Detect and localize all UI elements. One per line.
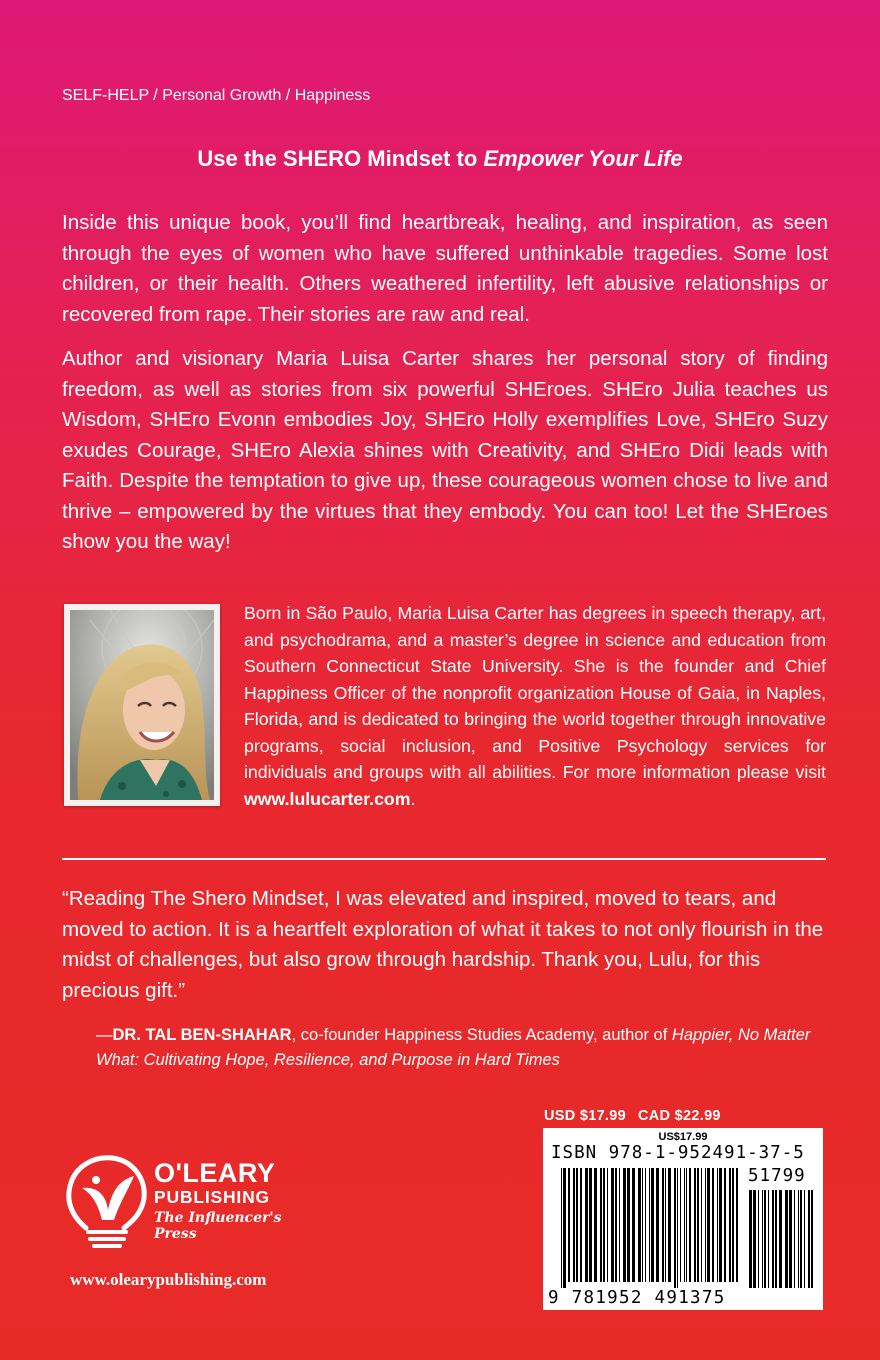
- price-cad: CAD $22.99: [638, 1108, 721, 1124]
- publisher-logo: [62, 1150, 302, 1260]
- barcode-bar: [684, 1168, 685, 1282]
- barcode-bar: [753, 1190, 756, 1288]
- barcode-bar: [662, 1168, 664, 1282]
- barcode-bar: [701, 1168, 702, 1282]
- headline: [0, 146, 880, 172]
- barcode-bar: [677, 1168, 678, 1288]
- barcode-bar: [789, 1190, 792, 1288]
- barcode-bar: [674, 1168, 676, 1288]
- headline-plain: Use the SHERO Mindset to: [197, 146, 484, 171]
- attribution-role: , co-founder Happiness Studies Academy, author of: [291, 1026, 672, 1044]
- publisher-website[interactable]: www.olearypublishing.com: [70, 1270, 267, 1289]
- category-label: SELF-HELP / Personal Growth / Happiness: [62, 87, 371, 104]
- barcode-bar: [615, 1168, 617, 1282]
- headline-italic: Empower Your Life: [483, 146, 683, 171]
- attribution-dash: —: [96, 1026, 113, 1044]
- barcode-bar: [749, 1190, 752, 1288]
- barcode-bar: [768, 1190, 769, 1288]
- publisher-name: O'LEARY: [154, 1158, 276, 1188]
- author-bio-text: Born in São Paulo, Maria Luisa Carter has degrees in speech therapy, art, and psychodrama, and a master’s degree in science and education from Southern Connecticut State University. She is the founder and Chief Happiness Officer of the nonprofit organization House of Gaia, in Naples, Florida, and is dedicated to bringing the world together through innovative programs, social inclusion, and Positive Psychology services for individuals and groups with all abilities. For more information please visit: [244, 603, 826, 782]
- lightbulb-leaf-icon: [62, 1150, 152, 1250]
- author-bio-end: .: [410, 788, 416, 809]
- barcode-bar: [732, 1168, 734, 1282]
- barcode-bar: [758, 1190, 759, 1288]
- barcode-bar: [651, 1168, 654, 1282]
- barcode-bar: [668, 1168, 671, 1282]
- author-website-link[interactable]: www.lulucarter.com: [244, 788, 411, 809]
- barcode-price: US$17.99: [658, 1131, 708, 1143]
- barcode-bar: [798, 1190, 799, 1288]
- barcode-bar: [686, 1168, 687, 1282]
- barcode-bar: [603, 1168, 605, 1282]
- publisher-tagline: The Influencer's Press: [154, 1210, 282, 1242]
- barcode-addon-digits: 51799: [748, 1166, 806, 1186]
- section-divider: [62, 858, 826, 860]
- testimonial-attribution: [96, 1023, 836, 1073]
- barcode-bar: [705, 1168, 706, 1282]
- testimonial-quote: “Reading The Shero Mindset, I was elevated and inspired, moved to tears, and moved to action. It is a heartfelt exploration of what it takes to not only flourish in the midst of challenges, but also grow through hardship. Thank you, Lulu, for this precious gift.”: [62, 887, 824, 1002]
- barcode-bar: [811, 1190, 813, 1288]
- barcode-ean-digits: 9 781952 491375: [548, 1288, 726, 1308]
- barcode-bar: [627, 1168, 630, 1282]
- barcode-bar: [762, 1190, 763, 1288]
- barcode-bar: [638, 1168, 641, 1282]
- barcode-bar: [561, 1168, 562, 1288]
- barcode-bar: [785, 1190, 788, 1288]
- barcode-bar: [563, 1168, 566, 1288]
- barcode-isbn: ISBN 978-1-952491-37-5: [551, 1143, 805, 1163]
- attribution-book-title: Happier, No Matter What: Cultivating Hope, Resilience, and Purpose in Hard Times: [96, 1026, 811, 1069]
- barcode-bar: [585, 1168, 588, 1282]
- barcode-bar: [712, 1168, 714, 1282]
- barcode-bar: [794, 1190, 795, 1288]
- barcode-bar: [656, 1168, 659, 1282]
- barcode-bar: [589, 1168, 592, 1282]
- barcode-bar: [632, 1168, 635, 1282]
- barcode-bar: [619, 1168, 620, 1282]
- barcode-bar: [717, 1168, 718, 1282]
- barcode-bar: [689, 1168, 691, 1282]
- barcode-bar: [764, 1190, 766, 1288]
- author-photo-frame: [64, 604, 220, 806]
- barcode-bar: [800, 1190, 802, 1288]
- barcode-bar: [645, 1168, 646, 1282]
- barcode-bar: [607, 1168, 608, 1282]
- barcode-bar: [611, 1168, 614, 1282]
- barcode-bar: [724, 1168, 726, 1282]
- description-paragraph-1: Inside this unique book, you’ll find heartbreak, healing, and inspiration, as seen through the eyes of women who have suffered unthinkable tragedies. Some lost children, or their health. Others weathered infertility, left abusive relationships or recovered from rape. Their stories are raw and real.: [62, 211, 828, 326]
- barcode-bar: [573, 1168, 575, 1282]
- barcode-bar: [697, 1168, 699, 1282]
- barcode-bar: [772, 1190, 774, 1288]
- barcode-bar: [665, 1168, 666, 1282]
- description-paragraph-2: Author and visionary Maria Luisa Carter shares her personal story of finding freedom, as well as stories from six powerful SHEroes. SHEro Julia teaches us Wisdom, SHEro Evonn embodies Joy, SHEro Holly exemplifies Love, SHEro Suzy exudes Courage, SHEro Alexia shines with Creativity, and SHEro Didi leads with Faith. Despite the temptation to give up, these courageous women chose to live and thrive – empowered by the virtues that they embody. You can too! Let the SHEroes show you the way!: [62, 347, 828, 553]
- barcode-bar: [729, 1168, 731, 1282]
- barcode-bar: [736, 1168, 738, 1282]
- barcode-bar: [808, 1190, 810, 1288]
- barcode-bar: [680, 1168, 681, 1282]
- price-line: [544, 1108, 733, 1124]
- barcode-bar: [719, 1168, 722, 1282]
- barcode-bar: [804, 1190, 805, 1288]
- price-usd: USD $17.99: [544, 1108, 626, 1124]
- barcode-bar: [707, 1168, 710, 1282]
- barcode-bar: [594, 1168, 597, 1282]
- barcode-bar: [576, 1168, 578, 1282]
- barcode-bar: [623, 1168, 626, 1282]
- barcode-bar: [779, 1190, 782, 1288]
- barcode-bar: [642, 1168, 643, 1282]
- barcode-bar: [600, 1168, 602, 1282]
- barcode-bar: [580, 1168, 582, 1282]
- barcode-bar: [568, 1168, 570, 1282]
- barcode-bar: [775, 1190, 777, 1288]
- publisher-name-line2: PUBLISHING: [154, 1187, 270, 1207]
- author-photo: [70, 610, 214, 800]
- attribution-name: DR. TAL BEN-SHAHAR: [112, 1026, 292, 1044]
- barcode: [543, 1128, 823, 1310]
- barcode-bar: [694, 1168, 696, 1282]
- barcode-bar: [649, 1168, 650, 1282]
- author-bio: [244, 600, 826, 812]
